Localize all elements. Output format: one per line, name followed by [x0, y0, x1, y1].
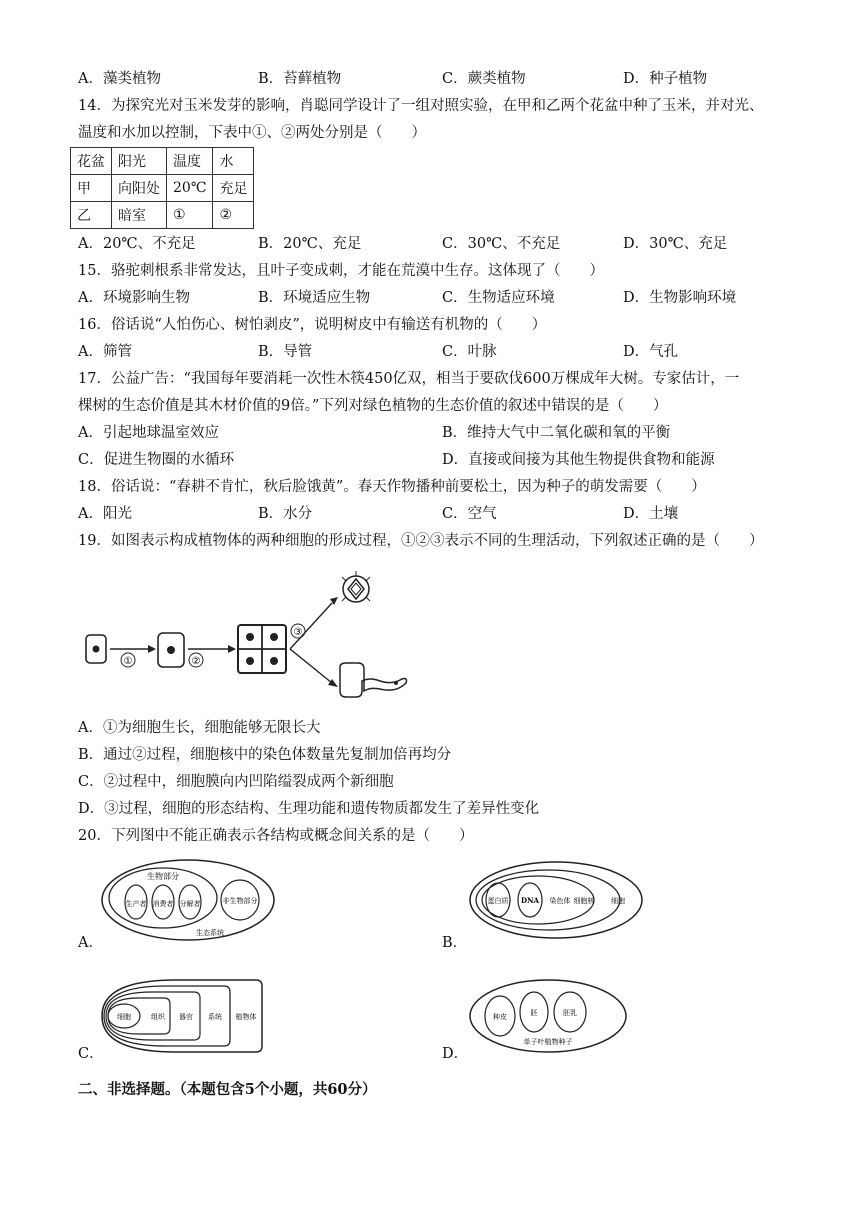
section-heading: 二、非选择题。（本题包含5个小题，共60分）	[78, 1081, 377, 1098]
table-cell: ②	[213, 202, 254, 229]
fig-a-outer-label: 生态系统	[196, 929, 224, 937]
q16-option-a[interactable]: A．筛管	[78, 344, 132, 360]
fig-c-item: 器官	[179, 1013, 193, 1021]
q13-option-d[interactable]: D．种子植物	[623, 71, 708, 87]
fig-b-item: 细胞	[611, 897, 625, 905]
q16-option-c[interactable]: C．叶脉	[442, 344, 497, 360]
fig-d-item: 胚	[530, 1009, 538, 1017]
q19-option-a[interactable]: A．①为细胞生长，细胞能够无限长大	[78, 720, 321, 736]
q14-table	[70, 147, 254, 229]
stomata-cell-icon	[342, 571, 370, 602]
q20-figure-b[interactable]	[468, 858, 644, 942]
fig-d-outer-label: 单子叶植物种子	[523, 1038, 573, 1046]
q16-option-b[interactable]: B．导管	[258, 344, 313, 360]
fig-a-item: 生产者	[125, 900, 147, 908]
fig-d-item: 种皮	[493, 1013, 507, 1021]
fig-d-item: 胚乳	[563, 1009, 577, 1017]
q17-option-d[interactable]: D．直接或间接为其他生物提供食物和能源	[442, 452, 715, 468]
q14-stem-line1: 14．为探究光对玉米发芽的影响，肖聪同学设计了一组对照实验，在甲和乙两个花盆中种了玉米，并对光、	[78, 98, 764, 114]
q16-option-d[interactable]: D．气孔	[623, 344, 679, 360]
q20-label-c[interactable]: C．	[78, 1046, 104, 1062]
four-cells-icon	[238, 625, 286, 673]
q20-label-d[interactable]: D．	[442, 1046, 469, 1062]
q13-option-b[interactable]: B．苔藓植物	[258, 71, 342, 87]
q15-option-c[interactable]: C．生物适应环境	[442, 290, 555, 306]
fig-b-item: 细胞核	[573, 897, 595, 905]
fig-b-item: DNA	[521, 896, 539, 905]
fig-a-item: 分解者	[179, 900, 201, 908]
q18-options	[78, 503, 798, 525]
q13-options	[78, 68, 798, 90]
table-cell: 向阳处	[112, 175, 167, 202]
arrow-icon	[290, 603, 332, 649]
fig-a-inner-label: 生物部分	[147, 872, 179, 881]
table-cell: 甲	[71, 175, 112, 202]
table-cell: 乙	[71, 202, 112, 229]
table-cell: 水	[213, 148, 254, 175]
q19-cell-division-figure	[80, 565, 420, 700]
q15-option-b[interactable]: B．环境适应生物	[258, 290, 371, 306]
q13-option-a[interactable]: A．藻类植物	[78, 71, 161, 87]
q19-stem: 19．如图表示构成植物体的两种细胞的形成过程，①②③表示不同的生理活动，下列叙述正确的是（ ）	[78, 533, 764, 549]
q17-stem-line2: 棵树的生态价值是其木材价值的9倍。”下列对绿色植物的生态价值的叙述中错误的是（ ）	[78, 398, 668, 414]
q17-options-row1	[78, 422, 798, 444]
fig-a-side: 非生物部分	[222, 897, 258, 905]
q19-option-c[interactable]: C．②过程中，细胞膜向内凹陷缢裂成两个新细胞	[78, 774, 394, 790]
q18-stem: 18．俗话说：“春耕不肯忙，秋后脸饿黄”。春天作物播种前要松土，因为种子的萌发需要（ ）	[78, 479, 706, 495]
table-cell: 阳光	[112, 148, 167, 175]
q17-stem-line1: 17．公益广告：“我国每年要消耗一次性木筷450亿双，相当于要砍伐600万棵成年大树。专家估计，一	[78, 371, 740, 387]
table-row	[71, 202, 254, 229]
q15-option-d[interactable]: D．生物影响环境	[623, 290, 737, 306]
table-row	[71, 148, 254, 175]
q20-figure-a[interactable]	[100, 858, 276, 942]
table-cell: 暗室	[112, 202, 167, 229]
q14-option-a[interactable]: A．20℃、不充足	[78, 236, 196, 252]
q18-option-a[interactable]: A．阳光	[78, 506, 132, 522]
q20-label-a[interactable]: A．	[78, 935, 103, 951]
q16-stem: 16．俗话说“人怕伤心、树怕剥皮”，说明树皮中有输送有机物的（ ）	[78, 317, 547, 333]
q19-option-b[interactable]: B．通过②过程，细胞核中的染色体数量先复制加倍再均分	[78, 747, 452, 763]
label-1: ①	[123, 656, 133, 667]
q20-stem: 20．下列图中不能正确表示各结构或概念间关系的是（ ）	[78, 828, 474, 844]
q17-option-c[interactable]: C．促进生物圈的水循环	[78, 452, 235, 468]
q18-option-c[interactable]: C．空气	[442, 506, 497, 522]
label-3: ③	[293, 627, 303, 638]
q17-option-b[interactable]: B．维持大气中二氧化碳和氧的平衡	[442, 425, 671, 441]
fig-b-item: 蛋白质	[487, 897, 509, 905]
q15-options	[78, 287, 798, 309]
label-2: ②	[191, 656, 201, 667]
table-cell: 温度	[167, 148, 213, 175]
table-cell: 花盆	[71, 148, 112, 175]
q19-option-d[interactable]: D．③过程，细胞的形态结构、生理功能和遗传物质都发生了差异性变化	[78, 801, 540, 817]
fig-c-item: 系统	[208, 1013, 222, 1021]
table-cell: ①	[167, 202, 213, 229]
q20-label-b[interactable]: B．	[442, 935, 468, 951]
q14-options	[78, 233, 798, 255]
fig-a-item: 消费者	[152, 900, 174, 908]
q16-options	[78, 341, 798, 363]
q13-option-c[interactable]: C．蕨类植物	[442, 71, 526, 87]
q14-option-b[interactable]: B．20℃、充足	[258, 236, 362, 252]
q15-option-a[interactable]: A．环境影响生物	[78, 290, 190, 306]
fig-c-item: 细胞	[117, 1013, 131, 1021]
root-hair-cell-icon	[340, 663, 407, 697]
q20-figure-c[interactable]	[96, 976, 264, 1056]
q14-stem-line2: 温度和水加以控制，下表中①、②两处分别是（ ）	[78, 125, 426, 141]
q18-option-b[interactable]: B．水分	[258, 506, 313, 522]
arrow-icon	[290, 649, 332, 683]
q18-option-d[interactable]: D．土壤	[623, 506, 679, 522]
table-cell: 20℃	[167, 175, 213, 202]
table-row	[71, 175, 254, 202]
fig-c-item: 植物体	[235, 1013, 257, 1021]
fig-b-item: 染色体	[549, 897, 571, 905]
table-cell: 充足	[213, 175, 254, 202]
q15-stem: 15．骆驼刺根系非常发达，且叶子变成刺，才能在荒漠中生存。这体现了（ ）	[78, 263, 604, 279]
q17-option-a[interactable]: A．引起地球温室效应	[78, 425, 219, 441]
q17-options-row2	[78, 449, 798, 471]
q20-figure-d[interactable]	[468, 976, 628, 1056]
fig-c-item: 组织	[151, 1013, 165, 1021]
q14-option-d[interactable]: D．30℃、充足	[623, 236, 728, 252]
q14-option-c[interactable]: C．30℃、不充足	[442, 236, 561, 252]
